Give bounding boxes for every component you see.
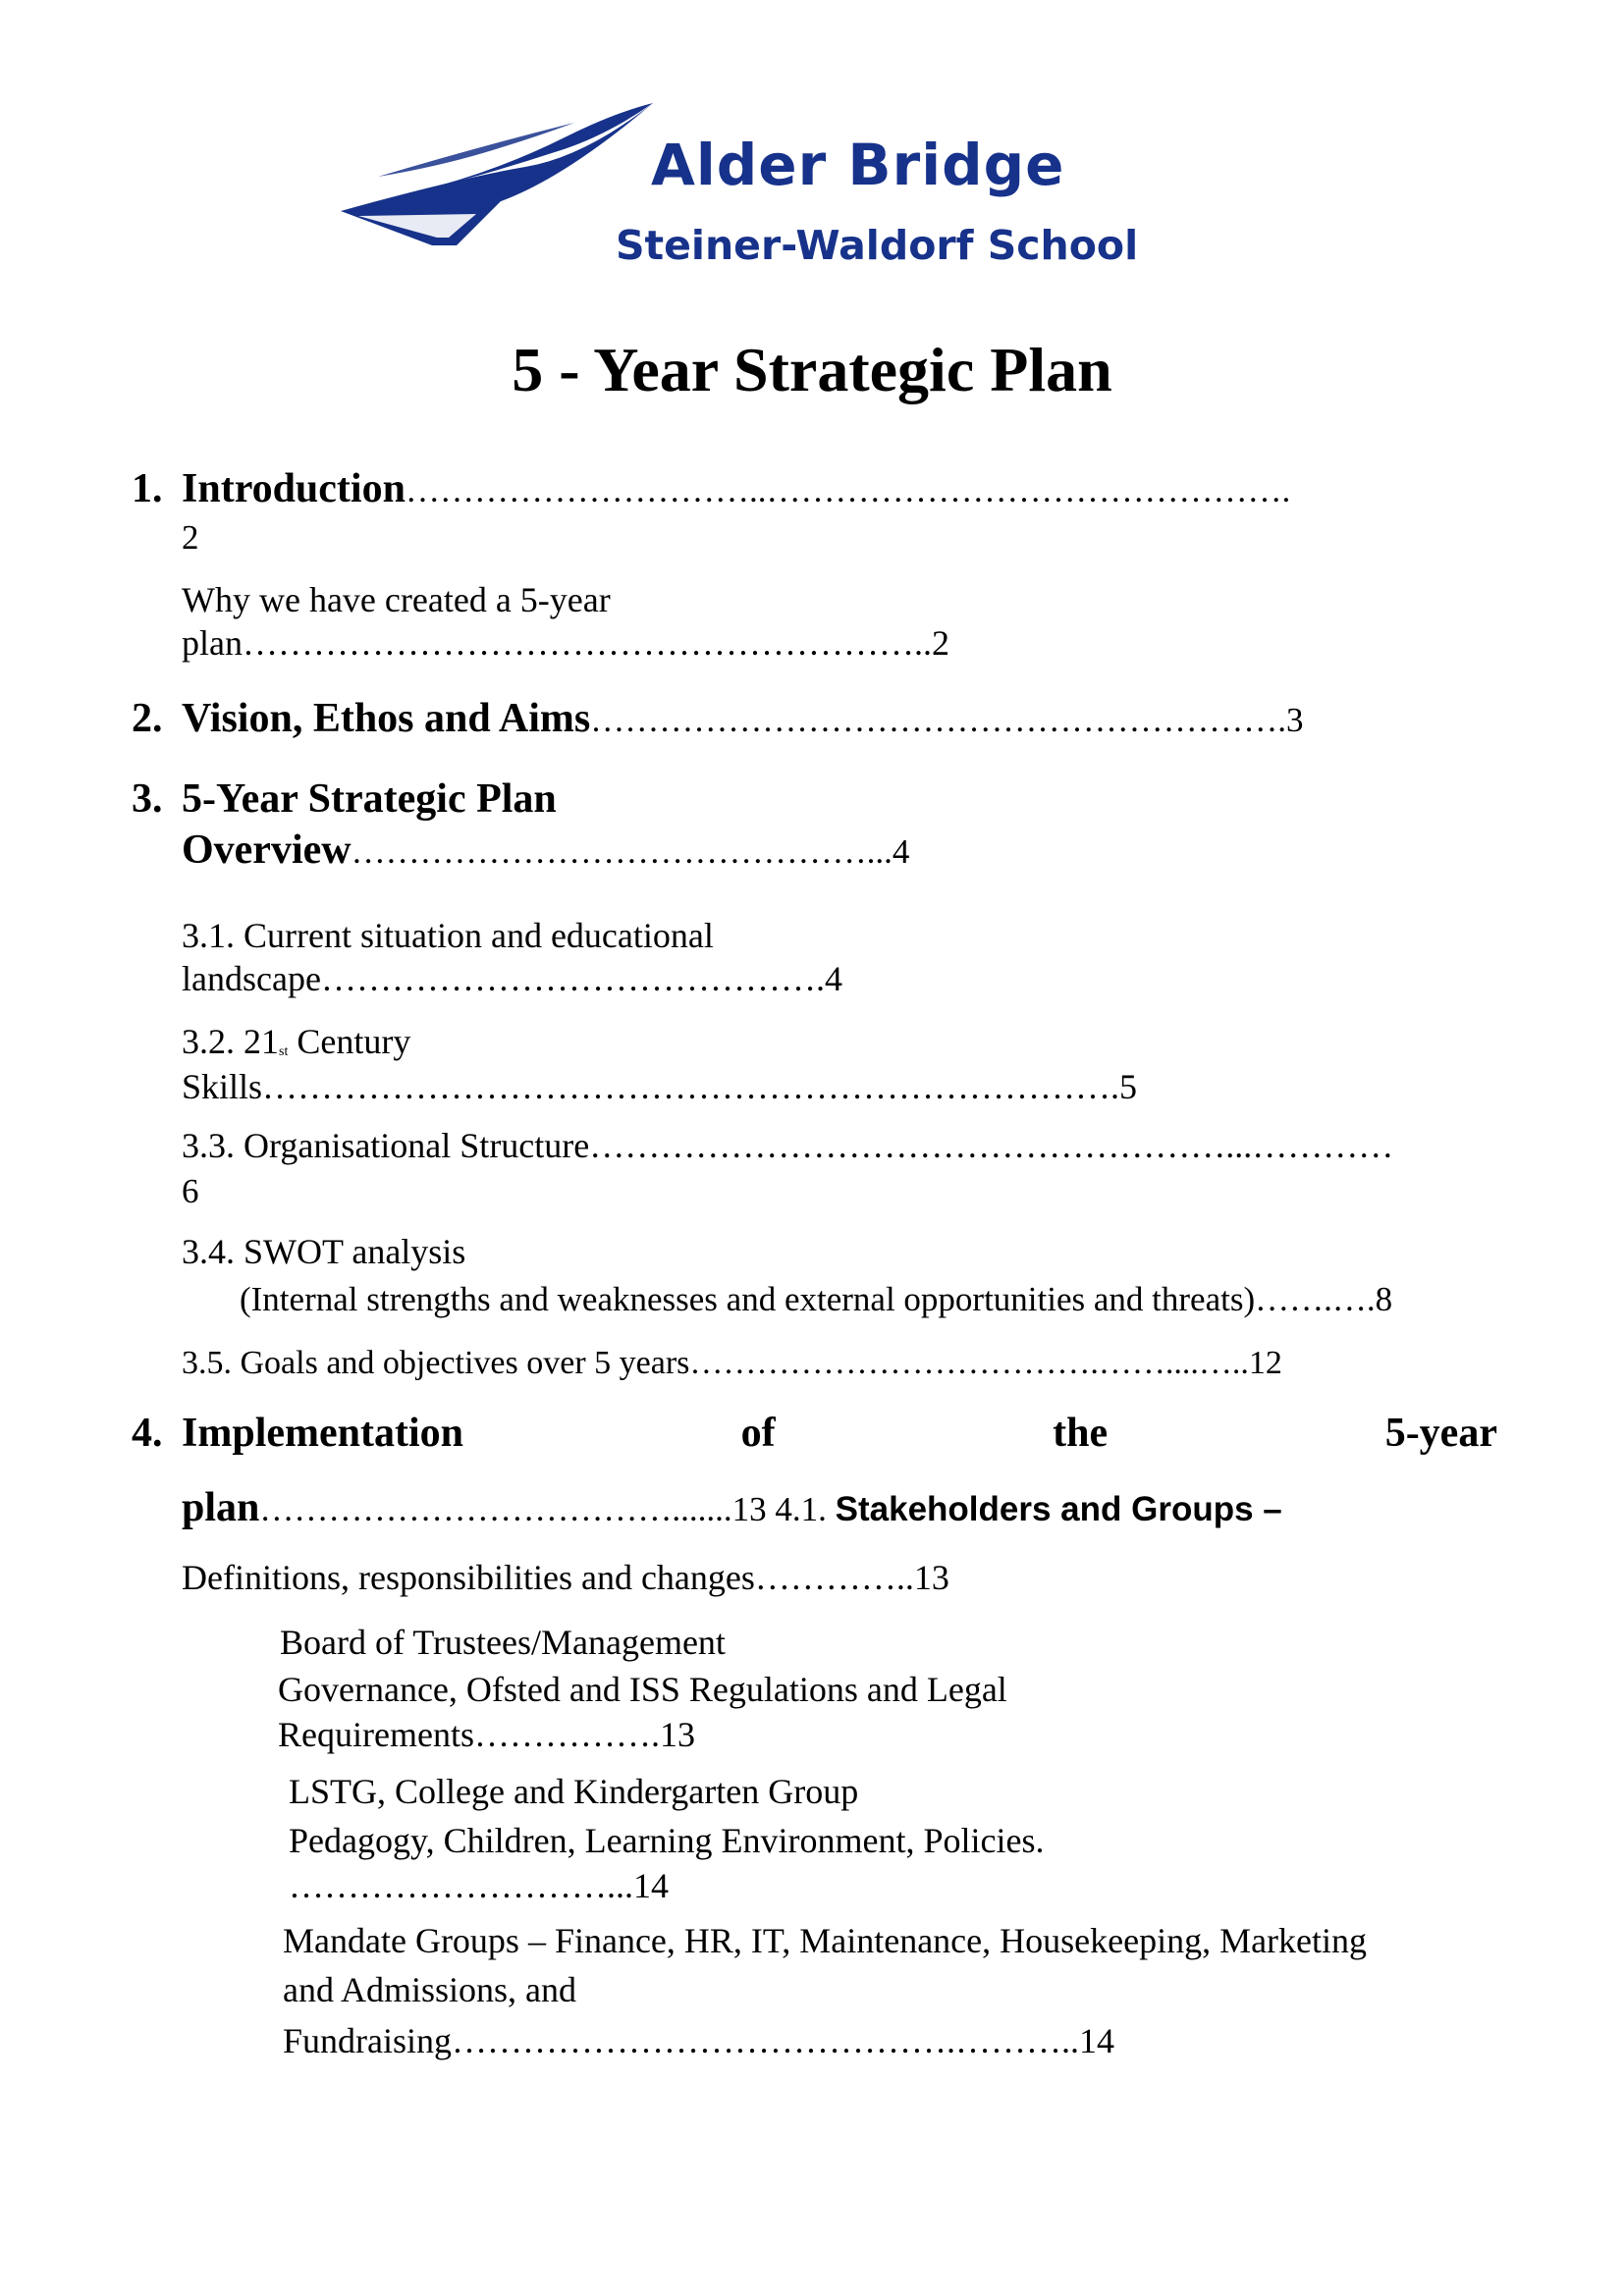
- toc-section-3-title-line2: Overview: [182, 828, 352, 873]
- toc-item-3-4-line1[interactable]: 3.4. SWOT analysis: [182, 1232, 466, 1271]
- toc-leader-dots: …………..: [754, 1558, 914, 1597]
- toc-leader-dots: ……………………………….……....…..: [689, 1345, 1249, 1381]
- school-logo: [339, 98, 1139, 285]
- toc-leader-dots: …………………………………….………..: [452, 2021, 1080, 2060]
- toc-section-4-word: 5-year: [1384, 1411, 1497, 1456]
- toc-section-1-title: Introduction: [182, 466, 406, 511]
- toc-item-3-2-text: 3.2. 21: [182, 1022, 279, 1061]
- toc-section-4-word: the: [1053, 1411, 1109, 1456]
- toc-section-1-page: 2: [182, 518, 199, 557]
- toc-bullet-mandate-page: 14: [1079, 2021, 1115, 2060]
- toc-section-4-title-line2[interactable]: [182, 1484, 1282, 1531]
- toc-item-3-4-page: 8: [1375, 1280, 1393, 1318]
- toc-bullet-lstg-page: 14: [633, 1866, 669, 1905]
- toc-bullet-lstg-line1[interactable]: LSTG, College and Kindergarten Group: [289, 1772, 859, 1811]
- toc-leader-dots: ……………………………….......: [259, 1490, 732, 1528]
- toc-item-3-3[interactable]: [182, 1125, 1393, 1166]
- toc-item-3-4-line2[interactable]: [240, 1280, 1392, 1319]
- toc-item-3-3-text: 3.3. Organisational Structure: [182, 1126, 590, 1165]
- logo-school-name: Alder Bridge: [651, 132, 1065, 198]
- boat-wave-logo-icon: [339, 98, 663, 275]
- toc-section-4-title-line1[interactable]: [182, 1410, 1497, 1457]
- toc-leader-dots: ………………………………………...: [351, 832, 893, 871]
- toc-item-3-5-text: 3.5. Goals and objectives over 5 years: [182, 1345, 690, 1381]
- toc-item-3-1-text: landscape: [182, 959, 321, 998]
- toc-item-3-2-line1[interactable]: [182, 1021, 410, 1062]
- toc-item-3-2-line2[interactable]: [182, 1066, 1137, 1107]
- toc-item-3-2-page: 5: [1119, 1067, 1138, 1106]
- toc-bullet-board-page: 13: [659, 1715, 695, 1754]
- toc-bullet-mandate-text: Fundraising: [283, 2021, 453, 2060]
- toc-item-3-1-line2[interactable]: [182, 958, 842, 999]
- toc-item-3-1-line1[interactable]: 3.1. Current situation and educational: [182, 916, 714, 955]
- toc-bullet-lstg-line3: [289, 1865, 669, 1906]
- toc-section-4-page: 13: [731, 1490, 767, 1528]
- toc-item-1-1-page: 2: [931, 623, 949, 663]
- ordinal-superscript: st: [279, 1044, 289, 1059]
- toc-bullet-board-line1[interactable]: Board of Trustees/Management: [280, 1623, 726, 1662]
- toc-leader-dots: ………………………………………………...…………: [589, 1126, 1394, 1165]
- toc-bullet-mandate-line1[interactable]: Mandate Groups – Finance, HR, IT, Maintenance, Housekeeping, Marketing: [283, 1921, 1368, 1960]
- page-title: 5 - Year Strategic Plan: [512, 335, 1112, 404]
- toc-section-4-word: of: [740, 1411, 776, 1456]
- toc-section-1-number: 1.: [132, 466, 163, 511]
- logo-school-subtitle: Steiner-Waldorf School: [616, 222, 1139, 269]
- toc-section-3-entry[interactable]: [182, 827, 909, 874]
- toc-section-2-page: 3: [1286, 701, 1304, 739]
- toc-leader-dots: …………………………..……………………………………….: [405, 471, 1291, 509]
- toc-bullet-board-line2: Governance, Ofsted and ISS Regulations and Legal: [278, 1670, 1007, 1709]
- toc-section-4-title-end: plan: [182, 1485, 260, 1530]
- toc-bullet-mandate-line3: [283, 2020, 1114, 2061]
- toc-item-3-5[interactable]: [182, 1345, 1282, 1382]
- toc-leader-dots: …………………………………….: [320, 959, 825, 998]
- toc-section-3-title-line1[interactable]: 5-Year Strategic Plan: [182, 776, 557, 822]
- toc-item-3-3-page: 6: [182, 1172, 199, 1210]
- toc-section-3-page: 4: [892, 832, 910, 871]
- toc-item-1-1-text: plan: [182, 623, 243, 663]
- toc-section-3-number: 3.: [132, 776, 163, 822]
- toc-bullet-board-line3: [278, 1714, 695, 1755]
- toc-leader-dots: …………………………………………………….: [590, 701, 1286, 739]
- toc-section-4-number: 4.: [132, 1411, 163, 1456]
- toc-item-4-1-line2[interactable]: [182, 1557, 949, 1598]
- toc-bullet-lstg-line2: Pedagogy, Children, Learning Environment, Policies.: [289, 1821, 1045, 1860]
- toc-item-3-2-text-end: Century: [288, 1022, 411, 1061]
- toc-item-4-1-title: Stakeholders and Groups –: [835, 1490, 1282, 1528]
- toc-leader-dots: ……………………………………………………………….: [262, 1067, 1120, 1106]
- toc-item-4-1-page: 13: [913, 1558, 949, 1597]
- toc-item-4-1-number: 4.1.: [775, 1490, 827, 1528]
- toc-item-3-5-page: 12: [1248, 1345, 1282, 1381]
- toc-item-3-4-desc: (Internal strengths and weaknesses and external opportunities and threats): [240, 1280, 1256, 1318]
- toc-leader-dots: …………………………………………………..: [242, 623, 932, 663]
- toc-bullet-mandate-line2: and Admissions, and: [283, 1970, 577, 2009]
- toc-section-2-title: Vision, Ethos and Aims: [182, 696, 591, 741]
- toc-leader-dots: …….….: [1255, 1280, 1376, 1318]
- toc-item-3-2-skills: Skills: [182, 1067, 263, 1106]
- toc-item-4-1-desc: Definitions, responsibilities and changes: [182, 1558, 755, 1597]
- toc-section-2-entry[interactable]: [182, 695, 1304, 742]
- toc-section-2-number: 2.: [132, 696, 163, 741]
- toc-leader-dots: ………………………...: [289, 1866, 633, 1905]
- toc-leader-dots: …………….: [473, 1715, 660, 1754]
- toc-item-3-1-page: 4: [824, 959, 842, 998]
- toc-section-4-word: Implementation: [182, 1411, 463, 1456]
- toc-section-1-entry[interactable]: [182, 465, 1290, 512]
- toc-item-1-1-line2[interactable]: [182, 622, 949, 664]
- toc-item-1-1-line1[interactable]: Why we have created a 5-year: [182, 580, 611, 619]
- toc-bullet-board-text: Requirements: [278, 1715, 474, 1754]
